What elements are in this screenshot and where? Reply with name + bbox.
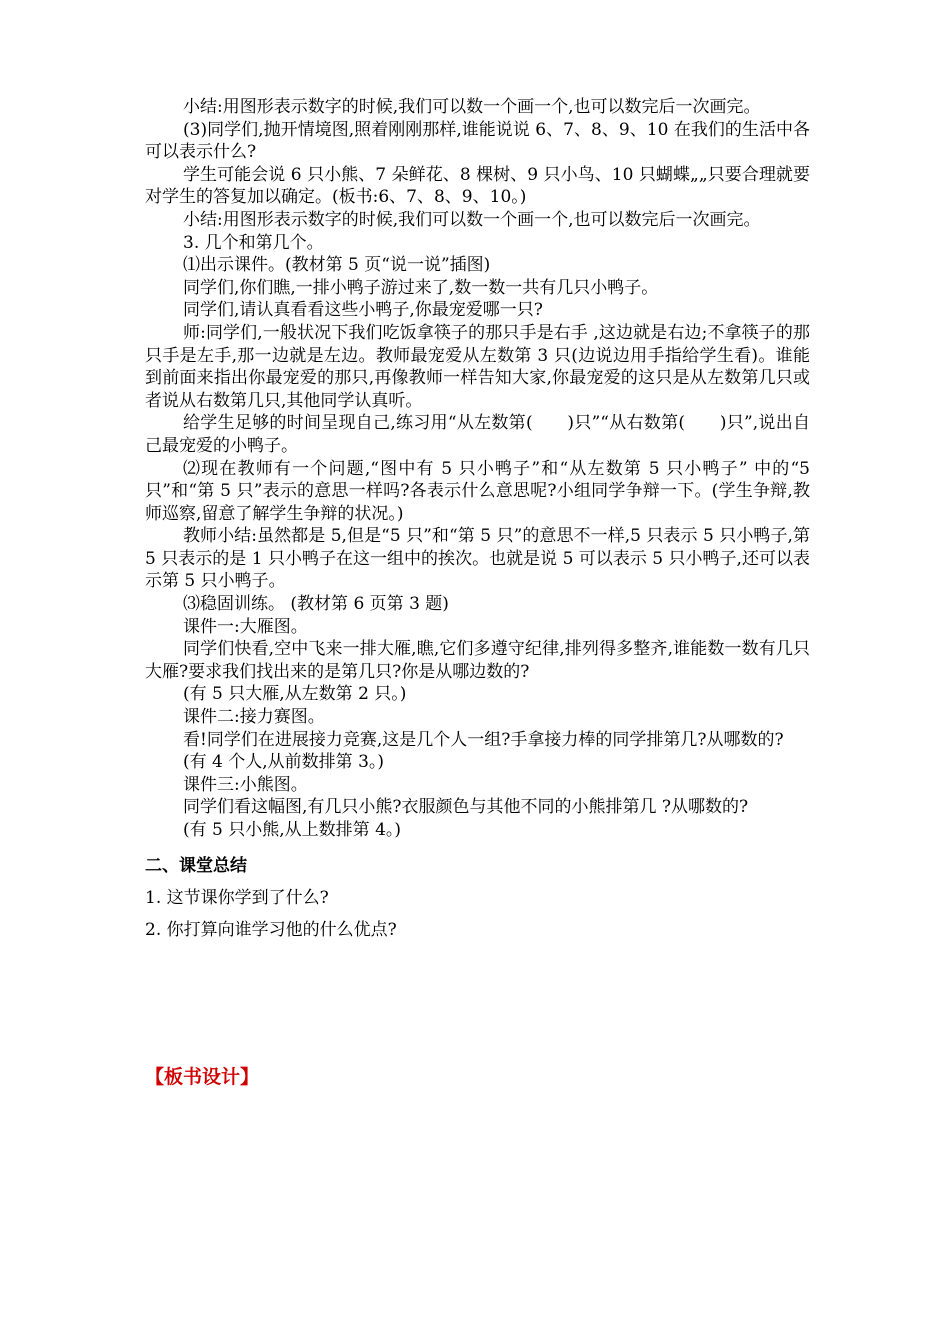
board-design-heading: 【板书设计】 (145, 1066, 260, 1088)
paragraph: (有 5 只小熊,从上数排第 4。) (183, 820, 402, 840)
summary-item-1: 1. 这节课你学到了什么? (145, 887, 329, 908)
paragraph: 学生可能会说 6 只小熊、7 朵鲜花、8 棵树、9 只小鸟、10 只蝴蝶„„只要合理就要对学生的答复加以确定。(板书:6、7、8、9、10。) (145, 164, 810, 208)
summary-heading: 二、课堂总结 (145, 855, 247, 876)
paragraph: (有 5 只大雁,从左数第 2 只。) (183, 684, 407, 705)
paragraph: 给学生足够的时间呈现自己,练习用“从左数第( )只”“从右数第( )只”,说出自己最宠爱的小鸭子。 (145, 413, 810, 456)
paragraph: 同学们快看,空中飞来一排大雁,瞧,它们多遵守纪律,排列得多整齐,谁能数一数有几只大雁?要求我们找出来的是第几只?你是从哪边数的? (145, 639, 810, 682)
paragraph: (有 4 个人,从前数排第 3。) (183, 752, 385, 773)
paragraph: 同学们,你们瞧,一排小鸭子游过来了,数一数一共有几只小鸭子。 (183, 277, 659, 298)
lesson-body (145, 96, 810, 944)
paragraph: 师:同学们,一般状况下我们吃饭拿筷子的那只手是右手 ,这边就是右边;不拿筷子的那只手是左手,那一边就是左边。教师最宠爱从左数第 3 只(边说边用手指给学生看)。谁能到前面来指出你最宠爱的那只,再像教师一样告知大家,你最宠爱的这只是从左数第几只或者说从右数第几只,其他同学认真听。 (145, 322, 810, 411)
paragraph: 小结:用图形表示数字的时候,我们可以数一个画一个,也可以数完后一次画完。 (183, 209, 761, 230)
paragraph: (3)同学们,抛开情境图,照着刚刚那样,谁能说说 6、7、8、9、10 在我们的生活中各可以表示什么? (145, 119, 810, 163)
paragraph: 小结:用图形表示数字的时候,我们可以数一个画一个,也可以数完后一次画完。 (183, 97, 761, 117)
paragraph: 课件一:大雁图。 (183, 616, 308, 637)
paragraph: 教师小结:虽然都是 5,但是“5 只”和“第 5 只”的意思不一样,5 只表示 5 只小鸭子,第 5 只表示的是 1 只小鸭子在这一组中的挨次。也就是说 5 可以表示 5 只小鸭子,还可以表示第 5 只小鸭子。 (145, 526, 810, 592)
paragraph: 3. 几个和第几个。 (183, 232, 324, 253)
paragraph: ⑶稳固训练。 (教材第 6 页第 3 题) (183, 594, 449, 615)
paragraph: 同学们看这幅图,有几只小熊?衣服颜色与其他不同的小熊排第几 ?从哪数的? (183, 797, 749, 818)
paragraph: 课件三:小熊图。 (183, 774, 308, 795)
paragraph: 看!同学们在进展接力竞赛,这是几个人一组?手拿接力棒的同学排第几?从哪数的? (183, 729, 784, 750)
paragraph-list (145, 96, 810, 842)
paragraph: ⑵现在教师有一个问题,“图中有 5 只小鸭子”和“从左数第 5 只小鸭子” 中的“5 只”和“第 5 只”表示的意思一样吗?各表示什么意思呢?小组同学争辩一下。(学生争辩,教师巡察,留意了解学生争辩的状况。) (145, 458, 810, 524)
summary-item-2: 2. 你打算向谁学习他的什么优点? (145, 919, 397, 940)
paragraph: 同学们,请认真看看这些小鸭子,你最宠爱哪一只? (183, 300, 543, 321)
paragraph: ⑴出示课件。(教材第 5 页“说一说”插图) (183, 255, 491, 276)
paragraph: 课件二:接力赛图。 (183, 707, 325, 728)
